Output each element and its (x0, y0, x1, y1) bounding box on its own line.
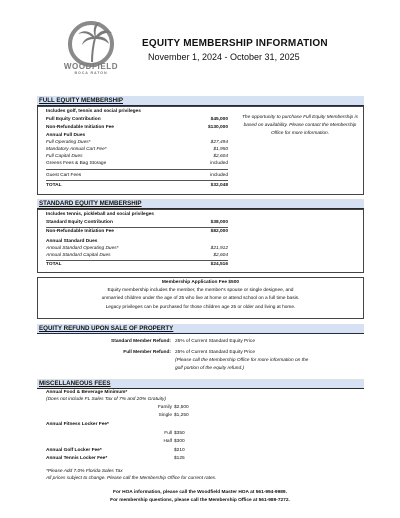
divider (46, 180, 228, 181)
full-contribution-label: Full Equity Contribution (46, 117, 101, 122)
standard-refund-value: 25% of Current Standard Equity Price (175, 339, 255, 344)
food-minimum-label: Annual Food & Beverage Minimum* (46, 390, 128, 395)
tennis-locker-label: Annual Tennis Locker Fee* (46, 456, 108, 461)
full-initiation-value: $130,000 (207, 125, 228, 130)
refund-heading: EQUITY REFUND UPON SALE OF PROPERTY (39, 325, 174, 332)
full-dues-value: included (210, 161, 228, 166)
food-single-value: $1,250 (174, 413, 189, 418)
fitness-full-value: $350 (174, 431, 185, 436)
footer-membership-line: For membership questions, please call the Membership Office at 561-989-7272. (110, 498, 290, 503)
food-minimum-note: (Does not include FL Sales Tax of 7% and 20% Gratuity) (46, 397, 166, 402)
full-dues-value: $27,494 (210, 140, 228, 145)
food-single-label: Single (158, 413, 172, 418)
page-title: EQUITY MEMBERSHIP INFORMATION (142, 38, 328, 49)
logo-name: WOODFIELD (63, 62, 119, 71)
standard-total-value: $24,516 (210, 262, 228, 267)
standard-dues-heading: Annual Standard Dues (46, 239, 98, 244)
full-refund-label: Full Member Refund: (123, 350, 171, 355)
full-refund-note: golf portion of the equity refund.) (175, 366, 245, 371)
standard-dues-label: Annual Standard Operating Dues* (46, 246, 119, 251)
full-dues-label: Full Operating Dues* (46, 140, 91, 145)
full-dues-value: included (210, 173, 228, 178)
full-dues-label: Guest Cart Fees (46, 173, 82, 178)
divider (46, 227, 228, 228)
fitness-full-label: Full (164, 431, 172, 436)
standard-contribution-label: Standard Equity Contribution (46, 220, 113, 225)
standard-dues-value: $21,912 (210, 246, 228, 251)
standard-initiation-value: $82,000 (210, 229, 228, 234)
full-contribution-value: $45,000 (210, 117, 228, 122)
golf-locker-label: Annual Golf Locker Fee* (46, 448, 102, 453)
fitness-half-value: $300 (174, 439, 185, 444)
standard-includes: Includes tennis, pickleball and social privileges (46, 212, 154, 217)
full-dues-label: Mandatory Annual Cart Fee* (46, 147, 107, 152)
divider (46, 260, 228, 261)
misc-heading: MISCELLANEOUS FEES (39, 380, 111, 387)
full-total-value: $32,048 (210, 183, 228, 188)
application-line: Equity membership includes the member, the member's spouse or single designee, and (107, 288, 294, 293)
logo-subtitle: BOCA RATON (74, 71, 108, 75)
fitness-locker-label: Annual Fitness Locker Fee* (46, 422, 109, 427)
footer-hoa-line: For HOA information, please call the Woodfield Master HOA at 561-994-9989. (113, 490, 287, 495)
logo-ring-icon (70, 23, 112, 65)
standard-dues-label: Annual Standard Capital Dues (46, 253, 111, 258)
full-dues-heading: Annual Full Dues (46, 133, 86, 138)
full-dues-value: $1,950 (213, 147, 228, 152)
full-dues-value: $2,604 (213, 154, 228, 159)
tennis-locker-value: $125 (174, 456, 185, 461)
standard-initiation-label: Non-Refundable Initiation Fee (46, 229, 114, 234)
full-includes: Includes golf, tennis and social privileges (46, 109, 141, 114)
application-fee-heading: Membership Application Fee $500 (161, 280, 240, 285)
standard-refund-label: Standard Member Refund: (111, 339, 171, 344)
full-refund-note: (Please call the Membership Office for more information on the (175, 358, 309, 363)
standard-total-label: TOTAL (46, 262, 62, 267)
sales-tax-note: *Please Add 7.0% Florida Sales Tax (46, 469, 123, 474)
date-range: November 1, 2024 - October 31, 2025 (148, 52, 300, 62)
standard-dues-value: $2,604 (213, 253, 228, 258)
standard-equity-heading: STANDARD EQUITY MEMBERSHIP (39, 200, 142, 207)
full-dues-label: Full Capital Dues (46, 154, 83, 159)
full-equity-note: The opportunity to purchase Full Equity Membership is based on availability. Please contact the Membership Office for more information. (242, 115, 358, 136)
application-line: Legacy privileges can be purchased for those children age 25 or older and living at home. (105, 305, 296, 310)
food-family-value: $2,500 (174, 405, 189, 410)
full-initiation-label: Non-Refundable Initiation Fee (46, 125, 114, 130)
full-total-label: TOTAL (46, 183, 62, 188)
fitness-half-label: Half (163, 439, 172, 444)
full-equity-heading: FULL EQUITY MEMBERSHIP (39, 97, 123, 104)
divider (46, 169, 228, 170)
prices-note: All prices subject to change. Please call the Membership Office for current rates. (46, 476, 217, 481)
full-refund-value: 25% of Current Standard Equity Price (175, 350, 255, 355)
golf-locker-value: $210 (174, 448, 185, 453)
food-family-label: Family (157, 405, 172, 410)
standard-contribution-value: $38,000 (210, 220, 228, 225)
application-line: unmarried children under the age of 25 who live at home or attend school on a full time basis. (101, 296, 300, 301)
full-dues-label: Greens Fees & Bag Storage (46, 161, 107, 166)
